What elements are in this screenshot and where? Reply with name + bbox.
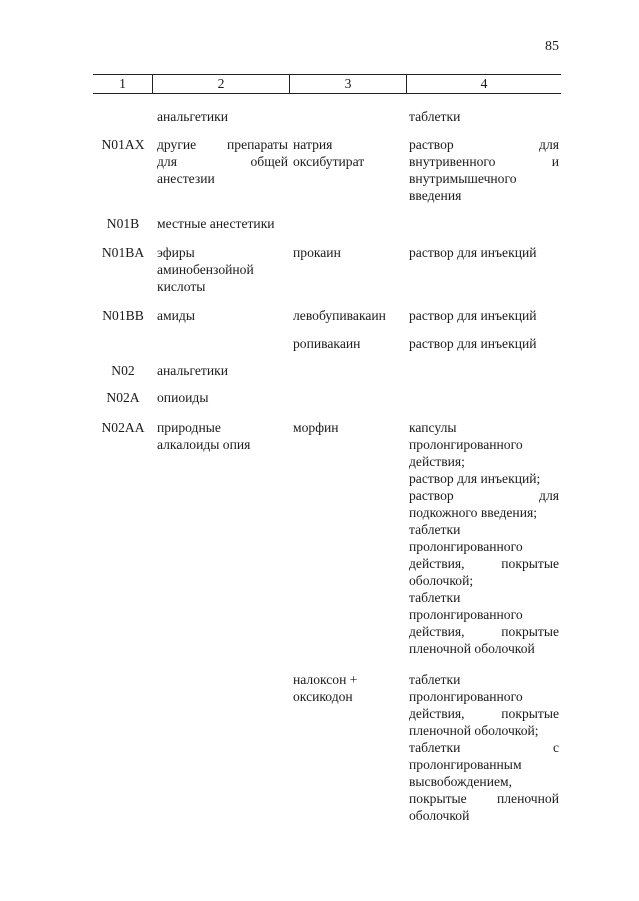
dosage-form-cell-line: оболочкой [409,808,470,823]
dosage-form-cell-line: подкожного введения; [409,505,538,520]
group-name-cell-line: эфиры [157,245,195,260]
drug-name-cell-line: натрия [293,137,333,152]
dosage-form-cell-line: пролонгированного [409,689,523,704]
dosage-form-cell-line: раствор для [409,137,559,152]
drug-name-cell-line: ропивакаин [293,336,361,351]
table-header-row [93,74,561,94]
dosage-form-cell-line: раствор для инъекций [409,245,537,260]
dosage-form-cell-line: таблетки [409,590,461,605]
dosage-form-cell-line: капсулы [409,420,457,435]
group-name-cell [157,108,288,125]
dosage-form-cell-line: действия, покрытые [409,706,559,721]
dosage-form-cell-line: пленочной оболочкой; [409,723,539,738]
dosage-form-cell-line: раствор для инъекций; [409,471,541,486]
group-name-cell-line: алкалоиды опия [157,437,251,452]
atc-code-cell-text: N01AX [101,137,145,152]
atc-code-cell [93,136,153,153]
group-name-cell-line: анальгетики [157,363,228,378]
group-name-cell-line: амиды [157,308,195,323]
drug-name-cell [293,307,405,324]
dosage-form-cell [409,419,559,657]
atc-code-cell [93,244,153,261]
atc-code-cell-text: N02A [106,390,140,405]
dosage-form-cell-line: пролонгированного [409,607,523,622]
group-name-cell-line: местные анестетики [157,216,275,231]
atc-code-cell [93,419,153,436]
group-name-cell-line: аминобензойной [157,262,254,277]
atc-code-cell-text: N02 [111,363,135,378]
dosage-form-cell-line: таблетки [409,522,461,537]
dosage-form-cell [409,108,559,125]
group-name-cell [157,389,288,406]
column-header-1: 1 [93,75,153,93]
dosage-form-cell-line: раствор для [409,488,559,503]
atc-code-cell-text: N01BA [101,245,145,260]
group-name-cell [157,307,288,324]
group-name-cell [157,419,288,453]
drug-name-cell [293,671,405,705]
dosage-form-cell-line: высвобождением, [409,774,513,789]
group-name-cell-line: для общей [157,154,288,169]
dosage-form-cell [409,335,559,352]
dosage-form-cell-line: введения [409,188,462,203]
page-number: 85 [545,39,559,54]
dosage-form-cell-line: раствор для инъекций [409,308,537,323]
dosage-form-cell-line: таблетки с [409,740,559,755]
dosage-form-cell [409,671,559,824]
dosage-form-cell-line: пролонгированного [409,539,523,554]
drug-name-cell [293,244,405,261]
atc-code-cell-text: N01B [106,216,140,231]
group-name-cell [157,215,288,232]
group-name-cell-line: природные [157,420,221,435]
group-name-cell-line: анестезии [157,171,215,186]
dosage-form-cell [409,244,559,261]
atc-code-cell [93,215,153,232]
column-header-2: 2 [153,75,290,93]
drug-name-cell-line: прокаин [293,245,341,260]
dosage-form-cell [409,136,559,204]
drug-name-cell [293,419,405,436]
drug-name-cell-line: налоксон + [293,672,358,687]
drug-name-cell [293,335,405,352]
atc-code-cell-text: N01BB [102,308,144,323]
drug-name-cell-line: оксикодон [293,689,353,704]
group-name-cell-line: другие препараты [157,137,288,152]
dosage-form-cell [409,307,559,324]
dosage-form-cell-line: действия; [409,454,465,469]
group-name-cell-line: опиоиды [157,390,209,405]
dosage-form-cell-line: таблетки [409,672,461,687]
group-name-cell-line: анальгетики [157,109,228,124]
drug-name-cell [293,136,405,170]
dosage-form-cell-line: внутримышечного [409,171,517,186]
drug-name-cell-line: левобупивакаин [293,308,386,323]
atc-code-cell [93,362,153,379]
group-name-cell [157,244,288,295]
group-name-cell [157,362,288,379]
atc-code-cell [93,307,153,324]
drug-name-cell-line: оксибутират [293,154,365,169]
group-name-cell [157,136,288,187]
column-header-4: 4 [480,76,488,91]
dosage-form-cell-line: покрытые пленочной [409,791,559,806]
drug-name-cell-line: морфин [293,420,339,435]
column-header-3: 3 [290,75,407,93]
dosage-form-cell-line: внутривенного и [409,154,559,169]
dosage-form-cell-line: таблетки [409,109,461,124]
dosage-form-cell-line: оболочкой; [409,573,474,588]
dosage-form-cell-line: действия, покрытые [409,624,559,639]
atc-code-cell [93,389,153,406]
dosage-form-cell-line: пролонгированного [409,437,523,452]
dosage-form-cell-line: раствор для инъекций [409,336,537,351]
group-name-cell-line: кислоты [157,279,206,294]
dosage-form-cell-line: пролонгированным [409,757,522,772]
atc-code-cell-text: N02AA [101,420,145,435]
dosage-form-cell-line: действия, покрытые [409,556,559,571]
dosage-form-cell-line: пленочной оболочкой [409,641,535,656]
